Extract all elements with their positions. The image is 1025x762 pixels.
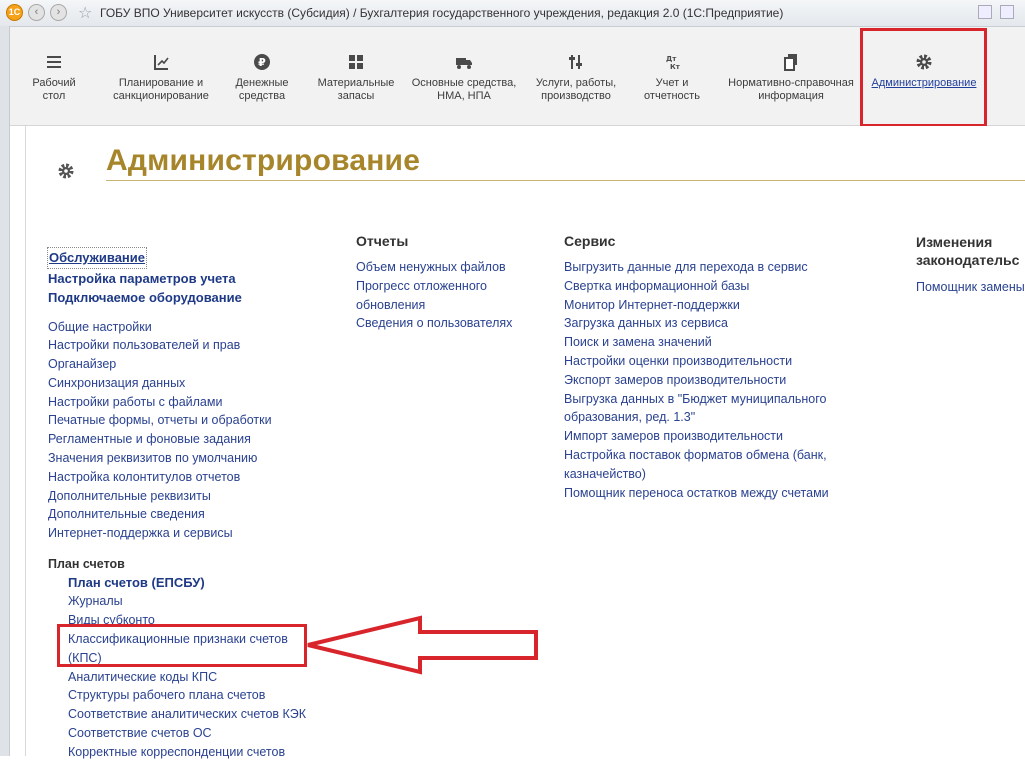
left-frame (0, 26, 10, 756)
column-legislation (916, 233, 1025, 297)
link-file-settings[interactable]: Настройки работы с файлами (48, 394, 223, 409)
save-icon[interactable] (978, 5, 992, 19)
title-underline (106, 180, 1025, 181)
section-label: информация (758, 90, 824, 102)
link-kps[interactable]: Классификационные признаки счетов (68, 631, 288, 646)
link-user-settings[interactable]: Настройки пользователей и прав (48, 338, 241, 353)
link-print-forms[interactable]: Печатные формы, отчеты и обработки (48, 413, 272, 428)
section-desktop[interactable] (24, 27, 84, 125)
section-label: Планирование и (118, 77, 204, 89)
grid-icon (347, 53, 365, 71)
link-accounting-params[interactable]: Настройка параметров учета (48, 270, 236, 286)
page-gear-icon (57, 162, 75, 180)
favorites-star-icon[interactable]: ☆ (78, 5, 93, 22)
link-subconto-types[interactable]: Виды субконто (68, 613, 155, 628)
link-additional-info[interactable]: Дополнительные сведения (48, 507, 205, 522)
legislation-title-cont: законодательс (916, 252, 1020, 268)
link-os-mapping[interactable]: Соответствие счетов ОС (68, 725, 212, 740)
link-export-to-service[interactable]: Выгрузить данные для перехода в сервис (564, 260, 808, 274)
section-planning[interactable] (106, 27, 216, 125)
section-fixed-assets[interactable] (408, 27, 520, 125)
section-materials[interactable] (310, 27, 402, 125)
section-label: Администрирование (871, 77, 977, 89)
link-exchange-formats[interactable]: Настройка поставок форматов обмена (банк, (564, 447, 827, 462)
section-label: производство (541, 90, 611, 102)
link-organizer[interactable]: Органайзер (48, 357, 117, 372)
column-maintenance (48, 247, 306, 762)
service-title: Сервис (564, 233, 616, 249)
link-analytic-kps[interactable]: Аналитические коды КПС (68, 669, 218, 684)
section-label: отчетность (644, 90, 700, 102)
truck-icon (455, 53, 473, 71)
link-scheduled-jobs[interactable]: Регламентные и фоновые задания (48, 432, 251, 447)
section-reference[interactable] (726, 27, 856, 125)
link-db-compression[interactable]: Свертка информационной базы (564, 278, 750, 293)
section-label: Денежные (235, 77, 289, 89)
link-replacement-assistant[interactable]: Помощник замены (916, 280, 1025, 294)
highlight-box-kps (57, 624, 307, 667)
column-service (564, 233, 829, 502)
link-work-plan-structures[interactable]: Структуры рабочего плана счетов (68, 688, 266, 703)
page-title: Администрирование (106, 144, 421, 177)
section-label: Материальные (317, 77, 395, 89)
link-kek-mapping[interactable]: Соответствие аналитических счетов КЭК (68, 707, 307, 722)
link-chart-epsbu[interactable]: План счетов (ЕПСБУ) (68, 574, 205, 590)
section-label: Учет и (655, 77, 689, 89)
link-data-sync[interactable]: Синхронизация данных (48, 375, 186, 390)
link-internet-support[interactable]: Интернет-поддержка и сервисы (48, 526, 233, 541)
section-label: средства (238, 90, 286, 102)
section-services[interactable] (530, 27, 622, 125)
link-correspondences[interactable]: Корректные корреспонденции счетов (68, 744, 286, 759)
section-label: Услуги, работы, (535, 77, 617, 89)
link-budget-export[interactable]: Выгрузка данных в "Бюджет муниципального (564, 391, 827, 406)
link-budget-export-cont[interactable]: образования, ред. 1.3" (564, 410, 696, 425)
section-money[interactable] (230, 27, 294, 125)
link-find-replace[interactable]: Поиск и замена значений (564, 335, 712, 350)
app-logo-icon[interactable]: 1С (6, 4, 23, 21)
section-label: санкционирование (113, 90, 209, 102)
group-title-chart-of-accounts: План счетов (48, 557, 125, 572)
link-report-headers[interactable]: Настройка колонтитулов отчетов (48, 469, 241, 484)
link-maintenance[interactable]: Обслуживание (47, 247, 147, 269)
section-accounting[interactable] (638, 27, 706, 125)
link-unused-files[interactable]: Объем ненужных файлов (356, 260, 506, 274)
link-import-from-service[interactable]: Загрузка данных из сервиса (564, 316, 728, 331)
column-reports (356, 233, 512, 333)
section-label: запасы (337, 90, 375, 102)
link-perf-export[interactable]: Экспорт замеров производительности (564, 372, 787, 387)
svg-text:₽: ₽ (258, 56, 266, 69)
link-journals[interactable]: Журналы (68, 594, 123, 609)
section-label: Рабочий (32, 77, 76, 89)
link-user-info[interactable]: Сведения о пользователях (356, 316, 513, 331)
reports-title: Отчеты (356, 233, 409, 249)
section-label: Основные средства, (411, 77, 517, 89)
link-general-settings[interactable]: Общие настройки (48, 319, 152, 334)
link-exchange-formats-cont[interactable]: казначейство) (564, 466, 646, 481)
debit-credit-icon (663, 53, 681, 71)
ruble-icon (253, 53, 271, 71)
forward-arrow-icon[interactable]: › (50, 4, 67, 21)
link-perf-import[interactable]: Импорт замеров производительности (564, 429, 784, 444)
link-balance-transfer[interactable]: Помощник переноса остатков между счетами (564, 485, 829, 500)
link-kps-cont[interactable]: (КПС) (68, 650, 102, 665)
link-additional-attributes[interactable]: Дополнительные реквизиты (48, 488, 211, 503)
legislation-title: Изменения (916, 234, 993, 250)
section-label: стол (42, 90, 66, 102)
highlight-arrow-icon (300, 614, 540, 676)
svg-text:Дт: Дт (666, 55, 677, 63)
window-title: ГОБУ ВПО Университет искусств (Субсидия) / Бухгалтерия государственного учреждения, редакция 2.0 (1С:Предприятие) (100, 6, 784, 20)
back-arrow-icon[interactable]: ‹ (28, 4, 45, 21)
section-label: НМА, НПА (437, 90, 491, 102)
menu-icon (45, 53, 63, 71)
highlight-box-administration (860, 28, 987, 127)
link-perf-settings[interactable]: Настройки оценки производительности (564, 353, 793, 368)
planning-icon (152, 53, 170, 71)
tools-icon (567, 53, 585, 71)
link-default-values[interactable]: Значения реквизитов по умолчанию (48, 451, 258, 466)
link-deferred-update[interactable]: Прогресс отложенного (356, 278, 488, 293)
window-titlebar (0, 0, 1025, 27)
section-label: Нормативно-справочная (728, 77, 854, 89)
svg-text:Кт: Кт (670, 63, 680, 71)
link-connected-equipment[interactable]: Подключаемое оборудование (48, 290, 242, 305)
link-deferred-update-cont[interactable]: обновления (356, 297, 426, 312)
link-support-monitor[interactable]: Монитор Интернет-поддержки (564, 297, 740, 312)
window-control-icon[interactable] (1000, 5, 1014, 19)
reference-icon (782, 53, 800, 71)
